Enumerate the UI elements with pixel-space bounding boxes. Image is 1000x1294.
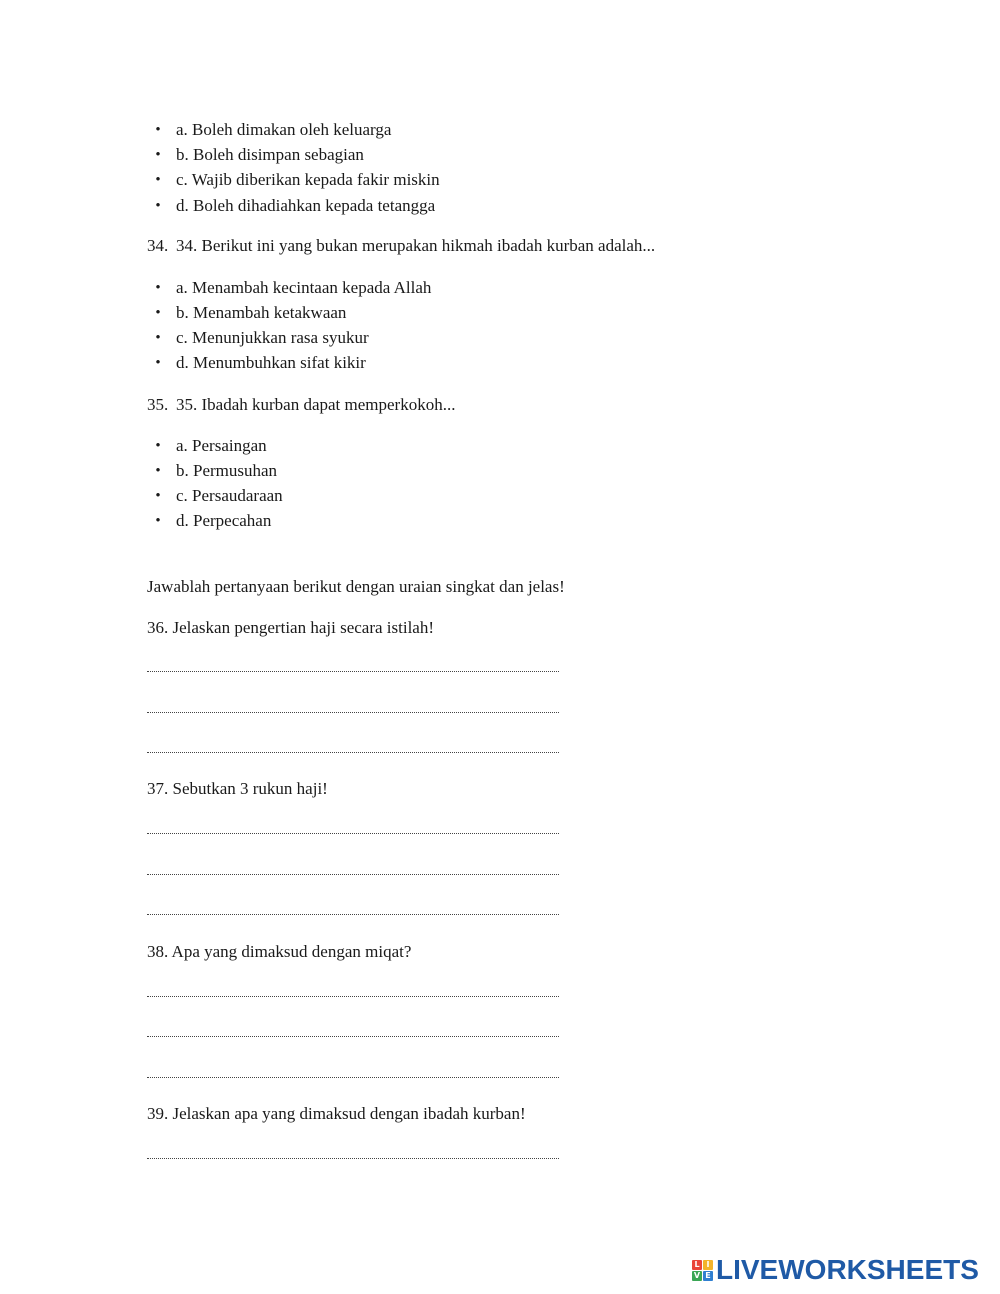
worksheet-page: • a. Boleh dimakan oleh keluarga • b. Boleh disimpan sebagian • c. Wajib diberikan kepada fakir miskin • d. Boleh dihadiahkan kepada tetangga 34. 34. Berikut ini yang bukan merupakan hikmah ibadah kurban adalah... • a. Menambah kecintaan kepada Allah • b. Menambah ketakwaan • c. Menunjukkan rasa syukur • d. Menumbuhkan sifat kikir 35. 35. Ibadah kurban dapat memperkokoh... • a. Persaingan • b. Permusuhan • c. Persaudaraan • d. Perpecahan Jawablah pertanyaan berikut dengan uraian singkat dan jelas! 36. Jelaskan pengertian haji secara istilah! 37. Sebutkan 3 rukun haji! 38. Apa yang dimaksud dengan miqat? 39. Jelaskan apa yang dimaksud dengan ibadah kurban! L I V E LIVEWORKSHEETS bbox=[147, 120, 979, 1285]
answer-line-37-2[interactable] bbox=[147, 874, 559, 875]
bullet-icon: • bbox=[155, 438, 161, 454]
bullet-icon: • bbox=[155, 172, 161, 188]
liveworksheets-logo bbox=[692, 1255, 979, 1285]
answer-line-37-1[interactable] bbox=[147, 833, 559, 834]
answer-line-38-2[interactable] bbox=[147, 1036, 559, 1037]
bullet-icon: • bbox=[155, 280, 161, 296]
bullet-icon: • bbox=[155, 355, 161, 371]
bullet-icon: • bbox=[155, 122, 161, 138]
logo-text: LIVEWORKSHEETS bbox=[716, 1254, 979, 1285]
bullet-icon: • bbox=[155, 147, 161, 163]
question-39: 39. Jelaskan apa yang dimaksud dengan ibadah kurban! bbox=[147, 1104, 526, 1123]
answer-line-38-3[interactable] bbox=[147, 1077, 559, 1078]
liveworksheets-logo-icon: L I V E bbox=[692, 1260, 713, 1281]
question-34 bbox=[147, 236, 655, 256]
bullet-icon: • bbox=[155, 513, 161, 529]
question-37: 37. Sebutkan 3 rukun haji! bbox=[147, 779, 328, 798]
answer-line-36-2[interactable] bbox=[147, 712, 559, 713]
answer-line-36-3[interactable] bbox=[147, 752, 559, 753]
essay-instruction: Jawablah pertanyaan berikut dengan uraian singkat dan jelas! bbox=[147, 577, 565, 596]
answer-line-38-1[interactable] bbox=[147, 996, 559, 997]
question-text: 34. Berikut ini yang bukan merupakan hikmah ibadah kurban adalah... bbox=[176, 236, 656, 255]
answer-line-37-3[interactable] bbox=[147, 914, 559, 915]
question-36: 36. Jelaskan pengertian haji secara istilah! bbox=[147, 618, 434, 637]
bullet-icon: • bbox=[155, 305, 161, 321]
question-35 bbox=[147, 395, 455, 415]
question-number: 34. bbox=[147, 236, 169, 255]
answer-line-36-1[interactable] bbox=[147, 671, 559, 672]
bullet-icon: • bbox=[155, 463, 161, 479]
bullet-icon: • bbox=[155, 198, 161, 214]
question-text: 35. Ibadah kurban dapat memperkokoh... bbox=[176, 395, 456, 414]
question-number: 35. bbox=[147, 395, 169, 414]
question-38: 38. Apa yang dimaksud dengan miqat? bbox=[147, 942, 412, 961]
bullet-icon: • bbox=[155, 330, 161, 346]
answer-line-39-1[interactable] bbox=[147, 1158, 559, 1159]
bullet-icon: • bbox=[155, 488, 161, 504]
